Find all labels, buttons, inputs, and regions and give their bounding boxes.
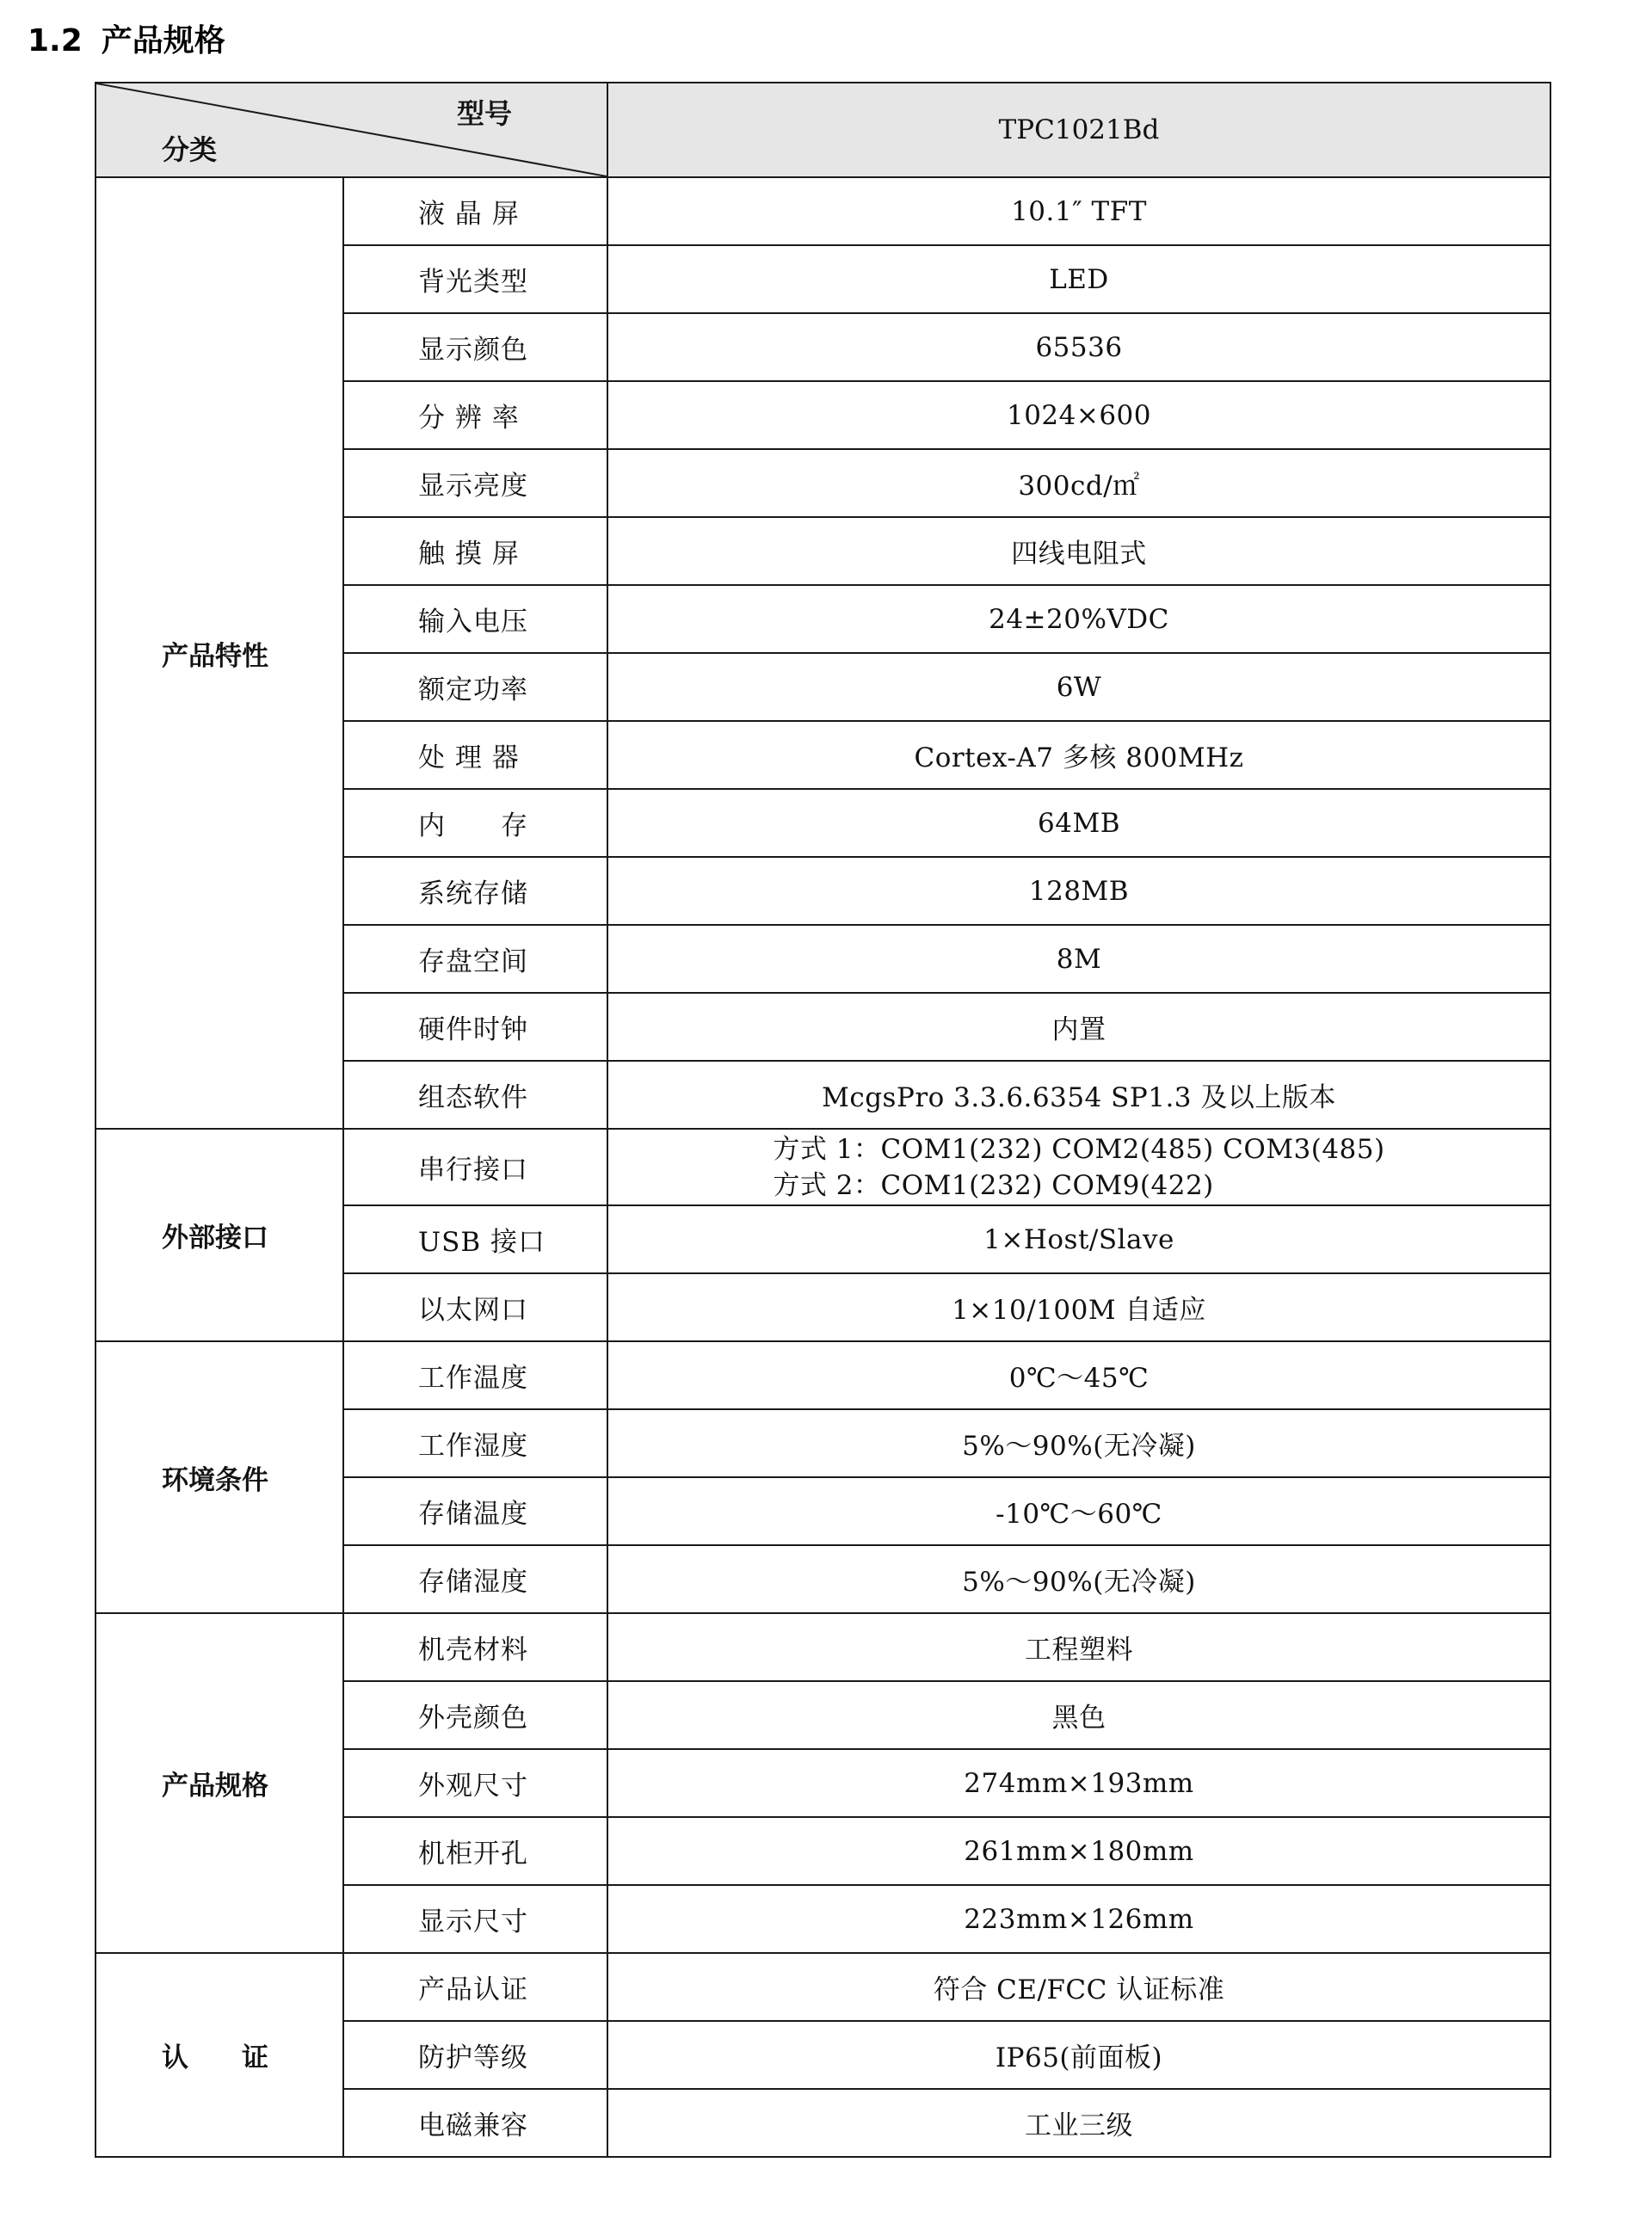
section-title: 产品规格: [101, 23, 225, 59]
value-line: 方式 2：COM1(232) COM9(422): [773, 1169, 1214, 1201]
param-cell: 显示颜色: [343, 313, 607, 381]
value-cell: 128MB: [607, 857, 1550, 925]
value-cell: 223mm×126mm: [607, 1885, 1550, 1953]
param-cell: 机柜开孔: [343, 1817, 607, 1885]
value-cell: 工程塑料: [607, 1613, 1550, 1681]
value-cell: 5%～90%(无冷凝): [607, 1545, 1550, 1613]
param-cell: 液 晶 屏: [343, 177, 607, 245]
value-line: 方式 1：COM1(232) COM2(485) COM3(485): [773, 1133, 1385, 1165]
value-cell: Cortex-A7 多核 800MHz: [607, 721, 1550, 789]
param-cell: 触 摸 屏: [343, 517, 607, 585]
value-cell: 内置: [607, 993, 1550, 1061]
param-cell: 工作湿度: [343, 1409, 607, 1477]
value-cell: 65536: [607, 313, 1550, 381]
table-row: [96, 1341, 1550, 1409]
value-cell: 1×10/100M 自适应: [607, 1273, 1550, 1341]
value-cell: 1×Host/Slave: [607, 1205, 1550, 1273]
param-cell: 处 理 器: [343, 721, 607, 789]
value-cell: 5%～90%(无冷凝): [607, 1409, 1550, 1477]
table-row: [96, 1129, 1550, 1205]
value-cell: 工业三级: [607, 2089, 1550, 2157]
value-cell: 四线电阻式: [607, 517, 1550, 585]
category-cell: 产品特性: [96, 177, 343, 1129]
param-cell: 外观尺寸: [343, 1749, 607, 1817]
param-cell: 系统存储: [343, 857, 607, 925]
value-cell: 64MB: [607, 789, 1550, 857]
multi-line-value: [773, 1131, 1384, 1204]
value-cell: [607, 1129, 1550, 1205]
param-cell: 外壳颜色: [343, 1681, 607, 1749]
param-cell: 防护等级: [343, 2021, 607, 2089]
param-cell: 工作温度: [343, 1341, 607, 1409]
value-cell: 8M: [607, 925, 1550, 993]
value-cell: 261mm×180mm: [607, 1817, 1550, 1885]
value-cell: IP65(前面板): [607, 2021, 1550, 2089]
table-header-row: [96, 83, 1550, 177]
param-cell: 存盘空间: [343, 925, 607, 993]
category-label: 分类: [162, 133, 218, 166]
model-value: TPC1021Bd: [607, 83, 1550, 177]
category-cell: 认 证: [96, 1953, 343, 2157]
param-cell: 以太网口: [343, 1273, 607, 1341]
section-heading: [28, 15, 225, 67]
category-cell: 产品规格: [96, 1613, 343, 1953]
value-cell: 10.1″ TFT: [607, 177, 1550, 245]
category-cell: 外部接口: [96, 1129, 343, 1341]
spec-body: [96, 177, 1550, 2157]
table-row: [96, 177, 1550, 245]
value-cell: 6W: [607, 653, 1550, 721]
value-cell: 0℃～45℃: [607, 1341, 1550, 1409]
model-label: 型号: [456, 97, 512, 130]
param-cell: 分 辨 率: [343, 381, 607, 449]
section-number: 1.2: [28, 23, 83, 59]
value-cell: McgsPro 3.3.6.6354 SP1.3 及以上版本: [607, 1061, 1550, 1129]
value-cell: 1024×600: [607, 381, 1550, 449]
value-cell: 符合 CE/FCC 认证标准: [607, 1953, 1550, 2021]
spec-table: [95, 82, 1551, 2158]
param-cell: 显示亮度: [343, 449, 607, 517]
param-cell: 内 存: [343, 789, 607, 857]
value-cell: 黑色: [607, 1681, 1550, 1749]
param-cell: 机壳材料: [343, 1613, 607, 1681]
table-row: [96, 1953, 1550, 2021]
param-cell: 串行接口: [343, 1129, 607, 1205]
param-cell: 存储温度: [343, 1477, 607, 1545]
param-cell: 硬件时钟: [343, 993, 607, 1061]
value-cell: LED: [607, 245, 1550, 313]
param-cell: 电磁兼容: [343, 2089, 607, 2157]
param-cell: 存储湿度: [343, 1545, 607, 1613]
value-cell: 274mm×193mm: [607, 1749, 1550, 1817]
table-row: [96, 1613, 1550, 1681]
param-cell: 背光类型: [343, 245, 607, 313]
param-cell: 输入电压: [343, 585, 607, 653]
category-cell: 环境条件: [96, 1341, 343, 1613]
param-cell: 显示尺寸: [343, 1885, 607, 1953]
value-cell: 24±20%VDC: [607, 585, 1550, 653]
value-cell: 300cd/㎡: [607, 449, 1550, 517]
param-cell: USB 接口: [343, 1205, 607, 1273]
param-cell: 产品认证: [343, 1953, 607, 2021]
param-cell: 额定功率: [343, 653, 607, 721]
value-cell: -10℃～60℃: [607, 1477, 1550, 1545]
diagonal-header-cell: [96, 83, 607, 177]
param-cell: 组态软件: [343, 1061, 607, 1129]
